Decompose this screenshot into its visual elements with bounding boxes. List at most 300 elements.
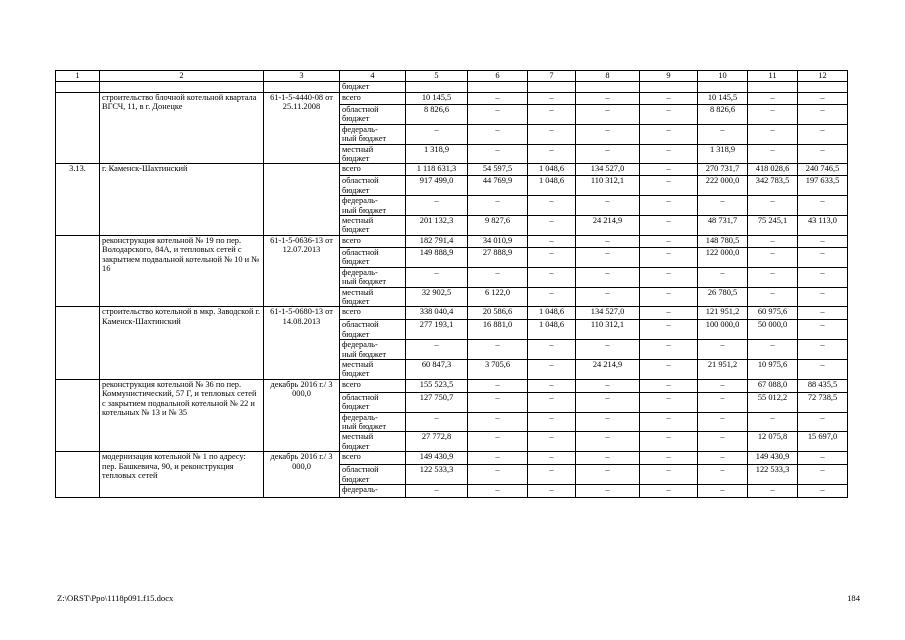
funding-source — [340, 216, 406, 236]
funding-source-line: областной — [342, 176, 379, 186]
value-cell: 277 193,1 — [406, 320, 468, 340]
value-cell: 27 888,9 — [468, 247, 528, 267]
funding-source — [340, 485, 406, 498]
funding-source-line: всего — [342, 307, 361, 317]
value-cell: – — [698, 485, 748, 498]
funding-source — [340, 144, 406, 164]
value-cell: 43 113,0 — [798, 216, 848, 236]
funding-source-line: местный — [342, 432, 374, 442]
funding-source — [340, 340, 406, 360]
value-cell — [698, 82, 748, 93]
funding-source-line: местный — [342, 359, 374, 369]
column-header: 2 — [100, 71, 264, 82]
value-cell: – — [798, 320, 848, 340]
value-cell: – — [698, 340, 748, 360]
value-cell: – — [406, 412, 468, 432]
funding-source-line: федераль- — [342, 485, 378, 494]
value-cell: – — [798, 144, 848, 164]
value-cell: – — [468, 392, 528, 412]
funding-source-line: местный — [342, 287, 374, 297]
funding-source-line: ный бюджет — [342, 421, 387, 431]
value-cell: – — [698, 379, 748, 392]
column-header: 7 — [528, 71, 576, 82]
value-cell: – — [468, 412, 528, 432]
funding-source — [340, 307, 406, 320]
value-cell: – — [698, 124, 748, 144]
funding-source-line: бюджет — [342, 329, 370, 339]
value-cell: – — [468, 144, 528, 164]
item-number — [56, 307, 100, 379]
column-header: 8 — [576, 71, 640, 82]
funding-source — [340, 379, 406, 392]
funding-source-line: бюджет — [342, 257, 370, 267]
value-cell — [406, 82, 468, 93]
value-cell: – — [528, 392, 576, 412]
funding-source-line: федераль- — [342, 340, 378, 350]
funding-source-line: федераль- — [342, 267, 378, 277]
funding-source-line: областной — [342, 465, 379, 475]
value-cell — [640, 82, 698, 93]
value-cell: 338 040,4 — [406, 307, 468, 320]
value-cell: – — [528, 247, 576, 267]
value-cell: 10 975,6 — [748, 359, 798, 379]
value-cell: – — [468, 432, 528, 452]
funding-source-line: бюджет — [342, 369, 370, 379]
value-cell: – — [748, 287, 798, 307]
document-code: декабрь 2016 г./ 3 000,0 — [264, 379, 340, 451]
funding-source-line: бюджет — [342, 114, 370, 124]
funding-source — [340, 196, 406, 216]
table-row — [56, 82, 848, 93]
value-cell: – — [640, 452, 698, 465]
value-cell: – — [528, 196, 576, 216]
value-cell: – — [576, 267, 640, 287]
value-cell: – — [798, 287, 848, 307]
value-cell: 55 012,2 — [748, 392, 798, 412]
value-cell: – — [798, 465, 848, 485]
value-cell: – — [798, 247, 848, 267]
column-header: 9 — [640, 71, 698, 82]
value-cell: 122 533,3 — [748, 465, 798, 485]
value-cell: 127 750,7 — [406, 392, 468, 412]
object-name: строительство котельной в мкр. Заводской г. Каменск-Шахтинский — [100, 307, 264, 379]
value-cell: 20 586,6 — [468, 307, 528, 320]
value-cell: 50 000,0 — [748, 320, 798, 340]
funding-source-line: бюджет — [342, 82, 370, 91]
footer-file-path: Z:\ORST\Ppo\1118p091.f15.docx — [57, 593, 174, 603]
column-header: 10 — [698, 71, 748, 82]
value-cell — [748, 82, 798, 93]
value-cell: – — [640, 320, 698, 340]
value-cell: – — [576, 392, 640, 412]
table-row — [56, 93, 848, 105]
value-cell: – — [640, 379, 698, 392]
value-cell: – — [748, 267, 798, 287]
value-cell: 1 048,6 — [528, 320, 576, 340]
item-number: 3.13. — [56, 164, 100, 235]
table-row — [56, 452, 848, 465]
value-cell: – — [748, 144, 798, 164]
funding-source-line: областной — [342, 320, 379, 330]
value-cell: 54 597,5 — [468, 164, 528, 176]
value-cell: – — [798, 485, 848, 498]
value-cell: 1 048,6 — [528, 176, 576, 196]
funding-source-line: всего — [342, 379, 361, 389]
funding-source-line: бюджет — [342, 441, 370, 451]
value-cell: – — [576, 105, 640, 125]
funding-source-line: местный — [342, 144, 374, 154]
object-name: строительство блочной котельной квартала ВГСЧ, 11, в г. Донецке — [100, 93, 264, 164]
value-cell: – — [640, 216, 698, 236]
table-row — [56, 379, 848, 392]
value-cell: – — [528, 235, 576, 247]
funding-source-line: областной — [342, 247, 379, 257]
value-cell: – — [468, 93, 528, 105]
value-cell: 60 847,3 — [406, 359, 468, 379]
value-cell — [468, 82, 528, 93]
value-cell: 1 048,6 — [528, 164, 576, 176]
value-cell: – — [798, 412, 848, 432]
value-cell: 917 499,0 — [406, 176, 468, 196]
value-cell: – — [576, 432, 640, 452]
value-cell: – — [406, 267, 468, 287]
value-cell: 27 772,8 — [406, 432, 468, 452]
value-cell: – — [698, 452, 748, 465]
value-cell: – — [748, 235, 798, 247]
funding-source-line: федераль- — [342, 196, 378, 206]
value-cell: 32 902,5 — [406, 287, 468, 307]
header-row — [56, 71, 848, 82]
value-cell: – — [576, 287, 640, 307]
value-cell: 6 122,0 — [468, 287, 528, 307]
value-cell: – — [576, 144, 640, 164]
value-cell: – — [640, 432, 698, 452]
value-cell: 12 075,8 — [748, 432, 798, 452]
value-cell: – — [640, 105, 698, 125]
value-cell: – — [528, 452, 576, 465]
funding-source-line: бюджет — [342, 296, 370, 306]
value-cell: – — [576, 247, 640, 267]
value-cell: 270 731,7 — [698, 164, 748, 176]
value-cell: – — [468, 379, 528, 392]
value-cell: – — [640, 287, 698, 307]
value-cell: – — [468, 452, 528, 465]
value-cell: – — [576, 452, 640, 465]
value-cell: – — [798, 124, 848, 144]
value-cell: – — [640, 235, 698, 247]
value-cell: – — [798, 340, 848, 360]
value-cell: 16 881,0 — [468, 320, 528, 340]
funding-source-line: бюджет — [342, 154, 370, 164]
item-number — [56, 93, 100, 164]
value-cell: – — [576, 465, 640, 485]
value-cell: – — [576, 93, 640, 105]
funding-source — [340, 164, 406, 176]
value-cell: 122 533,3 — [406, 465, 468, 485]
value-cell: – — [468, 124, 528, 144]
value-cell: – — [798, 359, 848, 379]
value-cell: – — [698, 196, 748, 216]
column-header: 5 — [406, 71, 468, 82]
funding-source-line: бюджет — [342, 474, 370, 484]
value-cell: 149 888,9 — [406, 247, 468, 267]
value-cell: – — [576, 235, 640, 247]
funding-source — [340, 432, 406, 452]
column-header: 6 — [468, 71, 528, 82]
item-number — [56, 379, 100, 451]
value-cell: 15 697,0 — [798, 432, 848, 452]
value-cell: 1 118 631,3 — [406, 164, 468, 176]
value-cell: 10 145,5 — [698, 93, 748, 105]
value-cell: – — [640, 93, 698, 105]
value-cell: – — [748, 412, 798, 432]
funding-source — [340, 267, 406, 287]
value-cell: – — [748, 105, 798, 125]
funding-source-line: ный бюджет — [342, 277, 387, 287]
value-cell: – — [798, 452, 848, 465]
object-name: реконструкция котельной № 36 по пер. Коммунистический, 57 Г, и тепловых сетей с закрытием подвальной котельной № 22 и котельных № 13 и № 35 — [100, 379, 264, 451]
value-cell: 100 000,0 — [698, 320, 748, 340]
document-code: декабрь 2016 г./ 3 000,0 — [264, 452, 340, 498]
value-cell: 34 010,9 — [468, 235, 528, 247]
value-cell: – — [576, 340, 640, 360]
document-code: 61-1-5-0680-13 от 14.08.2013 — [264, 307, 340, 379]
value-cell: 148 780,5 — [698, 235, 748, 247]
value-cell — [528, 82, 576, 93]
value-cell: – — [698, 412, 748, 432]
funding-source — [340, 320, 406, 340]
value-cell: – — [406, 485, 468, 498]
funding-source-line: федераль- — [342, 124, 378, 134]
value-cell: – — [640, 144, 698, 164]
funding-source — [340, 176, 406, 196]
value-cell: 3 705,6 — [468, 359, 528, 379]
value-cell: – — [528, 432, 576, 452]
budget-table — [55, 70, 848, 498]
funding-source-line: всего — [342, 235, 361, 245]
value-cell: – — [640, 392, 698, 412]
value-cell: – — [748, 247, 798, 267]
value-cell: 155 523,5 — [406, 379, 468, 392]
value-cell: 122 000,0 — [698, 247, 748, 267]
value-cell: – — [798, 267, 848, 287]
value-cell: – — [576, 124, 640, 144]
value-cell: 1 318,9 — [698, 144, 748, 164]
object-name — [100, 82, 264, 93]
funding-source — [340, 287, 406, 307]
value-cell: – — [576, 379, 640, 392]
value-cell: – — [640, 359, 698, 379]
value-cell: – — [528, 105, 576, 125]
funding-source-line: ный бюджет — [342, 205, 387, 215]
column-header: 4 — [340, 71, 406, 82]
value-cell: – — [406, 340, 468, 360]
value-cell: – — [576, 485, 640, 498]
object-name: модернизация котельной № 1 по адресу: пер. Башкевича, 90, и реконструкция тепловых сетей — [100, 452, 264, 498]
value-cell: 201 132,3 — [406, 216, 468, 236]
value-cell: 110 312,1 — [576, 176, 640, 196]
funding-source — [340, 412, 406, 432]
value-cell: – — [640, 485, 698, 498]
value-cell: 24 214,9 — [576, 216, 640, 236]
table-body — [56, 82, 848, 498]
document-code: 61-1-5-0636-13 от 12.07.2013 — [264, 235, 340, 306]
value-cell: – — [640, 164, 698, 176]
value-cell: 10 145,5 — [406, 93, 468, 105]
funding-source-line: ный бюджет — [342, 349, 387, 359]
value-cell — [576, 82, 640, 93]
value-cell: – — [640, 196, 698, 216]
value-cell: 75 245,1 — [748, 216, 798, 236]
funding-source-line: всего — [342, 452, 361, 462]
funding-source-line: бюджет — [342, 225, 370, 235]
value-cell: – — [528, 287, 576, 307]
value-cell: 21 951,2 — [698, 359, 748, 379]
value-cell: 149 430,9 — [406, 452, 468, 465]
funding-source — [340, 359, 406, 379]
document-code — [264, 164, 340, 235]
value-cell: – — [528, 485, 576, 498]
document-code: 61-1-5-4440-08 от 25.11.2008 — [264, 93, 340, 164]
value-cell: 134 527,0 — [576, 164, 640, 176]
object-name: реконструкция котельной № 19 по пер. Володарского, 84А, и тепловых сетей с закрытием подвальной котельной № 10 и № 16 — [100, 235, 264, 306]
value-cell: 88 435,5 — [798, 379, 848, 392]
value-cell: – — [640, 412, 698, 432]
value-cell: 342 783,5 — [748, 176, 798, 196]
value-cell: – — [468, 105, 528, 125]
value-cell: – — [640, 340, 698, 360]
value-cell: – — [576, 196, 640, 216]
funding-source-line: областной — [342, 392, 379, 402]
value-cell: – — [528, 93, 576, 105]
value-cell: 44 769,9 — [468, 176, 528, 196]
value-cell: – — [798, 235, 848, 247]
funding-source — [340, 392, 406, 412]
value-cell: – — [406, 124, 468, 144]
funding-source — [340, 247, 406, 267]
value-cell: 60 975,6 — [748, 307, 798, 320]
value-cell: – — [640, 307, 698, 320]
value-cell: 240 746,5 — [798, 164, 848, 176]
value-cell — [798, 82, 848, 93]
item-number — [56, 452, 100, 498]
value-cell: – — [640, 176, 698, 196]
value-cell: – — [528, 379, 576, 392]
funding-source — [340, 124, 406, 144]
value-cell: – — [698, 432, 748, 452]
value-cell: 182 791,4 — [406, 235, 468, 247]
page-number: 184 — [847, 593, 860, 603]
value-cell: 121 951,2 — [698, 307, 748, 320]
funding-source — [340, 105, 406, 125]
value-cell: 72 738,5 — [798, 392, 848, 412]
value-cell: – — [748, 485, 798, 498]
funding-source — [340, 82, 406, 93]
value-cell: – — [406, 196, 468, 216]
value-cell: – — [798, 93, 848, 105]
value-cell: – — [640, 465, 698, 485]
value-cell: – — [798, 105, 848, 125]
funding-source-line: всего — [342, 164, 361, 174]
funding-source-line: всего — [342, 93, 361, 102]
value-cell: 110 312,1 — [576, 320, 640, 340]
funding-source-line: бюджет — [342, 402, 370, 412]
value-cell: – — [640, 124, 698, 144]
value-cell: – — [528, 465, 576, 485]
value-cell: – — [528, 216, 576, 236]
value-cell: – — [468, 485, 528, 498]
table-row — [56, 235, 848, 247]
value-cell: – — [528, 359, 576, 379]
value-cell: 1 318,9 — [406, 144, 468, 164]
funding-source — [340, 235, 406, 247]
value-cell: – — [698, 392, 748, 412]
column-header: 3 — [264, 71, 340, 82]
value-cell: – — [576, 412, 640, 432]
value-cell: – — [640, 247, 698, 267]
value-cell: 134 527,0 — [576, 307, 640, 320]
document-code — [264, 82, 340, 93]
value-cell: – — [468, 196, 528, 216]
value-cell: 24 214,9 — [576, 359, 640, 379]
value-cell: – — [748, 93, 798, 105]
value-cell: – — [698, 267, 748, 287]
funding-source-line: областной — [342, 105, 379, 114]
funding-source — [340, 93, 406, 105]
funding-source-line: ный бюджет — [342, 134, 387, 144]
value-cell: – — [528, 144, 576, 164]
column-header: 1 — [56, 71, 100, 82]
value-cell: 48 731,7 — [698, 216, 748, 236]
value-cell: – — [640, 267, 698, 287]
value-cell: – — [798, 196, 848, 216]
value-cell: – — [468, 340, 528, 360]
value-cell: 222 000,0 — [698, 176, 748, 196]
item-number — [56, 235, 100, 306]
value-cell: – — [798, 307, 848, 320]
value-cell: – — [528, 340, 576, 360]
value-cell: – — [528, 412, 576, 432]
funding-source-line: бюджет — [342, 185, 370, 195]
value-cell: 67 088,0 — [748, 379, 798, 392]
value-cell: 26 780,5 — [698, 287, 748, 307]
table-row — [56, 307, 848, 320]
funding-source-line: местный — [342, 216, 374, 226]
funding-source-line: федераль- — [342, 412, 378, 422]
value-cell: 149 430,9 — [748, 452, 798, 465]
value-cell: – — [468, 465, 528, 485]
value-cell: – — [748, 340, 798, 360]
value-cell: 197 633,5 — [798, 176, 848, 196]
funding-source — [340, 452, 406, 465]
value-cell: – — [468, 267, 528, 287]
value-cell: 418 028,6 — [748, 164, 798, 176]
table-row — [56, 164, 848, 176]
column-header: 11 — [748, 71, 798, 82]
funding-source — [340, 465, 406, 485]
value-cell: 9 827,6 — [468, 216, 528, 236]
value-cell: – — [528, 267, 576, 287]
object-name: г. Каменск-Шахтинский — [100, 164, 264, 235]
value-cell: 8 826,6 — [406, 105, 468, 125]
value-cell: – — [748, 196, 798, 216]
item-number — [56, 82, 100, 93]
value-cell: 1 048,6 — [528, 307, 576, 320]
column-header: 12 — [798, 71, 848, 82]
value-cell: – — [698, 465, 748, 485]
value-cell: – — [528, 124, 576, 144]
value-cell: – — [748, 124, 798, 144]
